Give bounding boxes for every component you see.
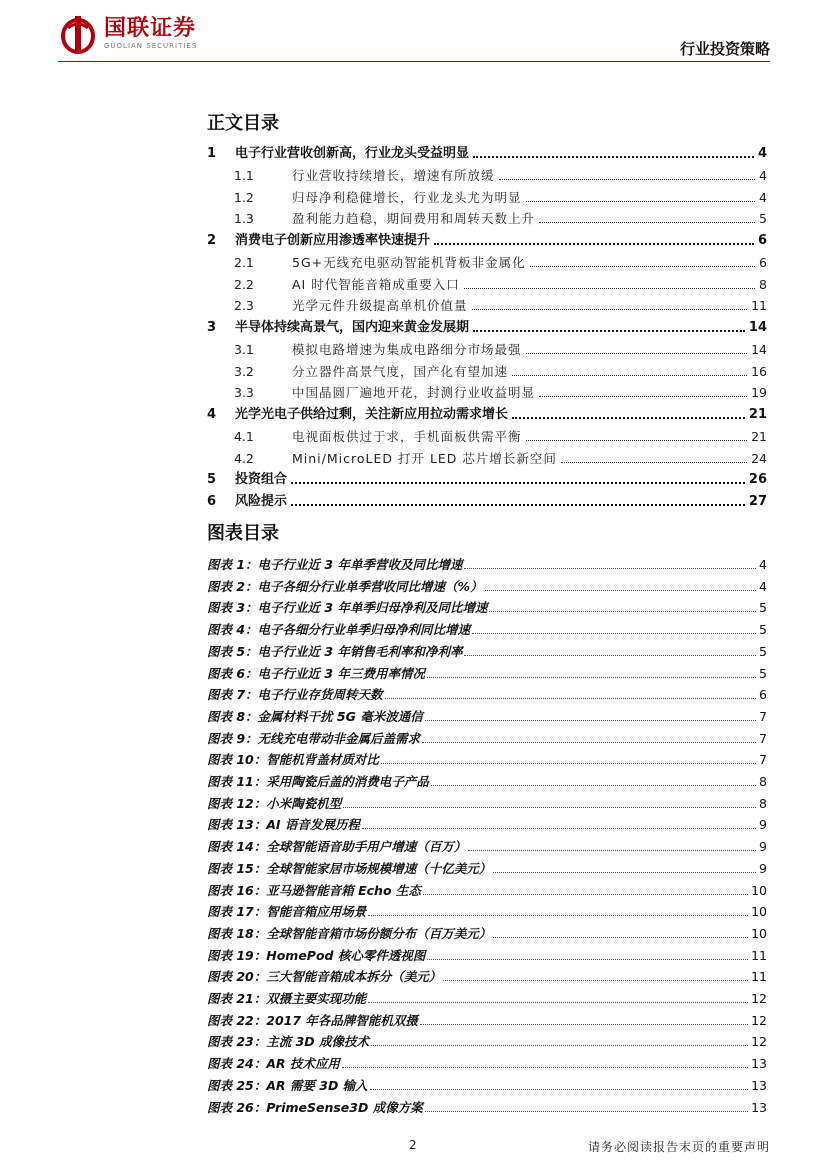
figure-dot-leader	[423, 893, 748, 895]
document-type: 行业投资策略	[679, 40, 770, 58]
toc-entry-number: 5	[207, 472, 217, 488]
toc-entry[interactable]	[207, 403, 767, 423]
figure-entry-page: 10	[751, 925, 767, 941]
toc-dot-leader	[539, 395, 747, 397]
figure-entry-page: 11	[751, 969, 767, 985]
figure-dot-leader	[468, 849, 756, 851]
figure-entry-page: 4	[759, 578, 767, 594]
figure-entry[interactable]	[207, 900, 767, 920]
page-number: 2	[409, 1138, 417, 1152]
toc-entry[interactable]	[234, 164, 767, 184]
figure-entry-title: 图表 19：HomePod 核心零件透视图	[207, 947, 426, 963]
toc-dot-leader	[499, 178, 756, 180]
figure-dot-leader	[472, 632, 756, 634]
figure-entry[interactable]	[207, 596, 767, 616]
figure-entry[interactable]	[207, 1074, 767, 1094]
figure-entry-title: 图表 15：全球智能家居市场规模增速（十亿美元）	[207, 860, 492, 876]
toc-entry[interactable]	[207, 142, 767, 162]
figure-entry-title: 图表 25：AR 需要 3D 输入	[207, 1077, 368, 1093]
figure-entry-title: 图表 2：电子各细分行业单季营收同比增速（%）	[207, 578, 483, 594]
toc-entry-number: 2	[207, 233, 217, 248]
toc-dot-leader	[473, 155, 754, 158]
figure-dot-leader	[385, 697, 756, 699]
figure-dot-leader	[362, 827, 756, 829]
figure-entry[interactable]	[207, 944, 767, 964]
figure-entry-title: 图表 23：主流 3D 成像技术	[207, 1034, 370, 1050]
toc-entry-title: 半导体持续高景气，国内迎来黄金发展期	[235, 320, 470, 335]
figure-entry-page: 13	[751, 1056, 767, 1072]
figure-dot-leader	[425, 719, 756, 721]
toc-dot-leader	[512, 374, 747, 376]
figure-entry-page: 5	[759, 600, 767, 616]
toc-entry-number: 2.3	[234, 298, 254, 314]
figure-entry[interactable]	[207, 792, 767, 812]
toc-title: 正文目录	[207, 113, 279, 134]
figure-entry[interactable]	[207, 1009, 767, 1029]
toc-entry-number: 6	[207, 494, 217, 509]
figure-entry-page: 5	[759, 665, 767, 681]
figure-entry-page: 4	[759, 557, 767, 572]
toc-entry-page: 19	[751, 385, 767, 401]
figure-entry[interactable]	[207, 1052, 767, 1072]
toc-entry-title: 消费电子创新应用渗透率快速提升	[235, 233, 431, 248]
toc-entry[interactable]	[234, 251, 767, 271]
figure-entry-title: 图表 10：智能机背盖材质对比	[207, 752, 379, 768]
figure-entry-title: 图表 9：无线充电带动非金属后盖需求	[207, 730, 421, 746]
figure-entry-title: 图表 20：三大智能音箱成本拆分（美元）	[207, 969, 442, 985]
toc-entry-page: 24	[751, 450, 767, 466]
figure-dot-leader	[420, 1023, 748, 1025]
toc-entry-title: 行业营收持续增长，增速有所放缓	[292, 167, 495, 183]
toc-entry-title: 盈利能力趋稳，期间费用和周转天数上升	[292, 211, 536, 227]
figure-entry[interactable]	[207, 640, 767, 660]
figure-entry[interactable]	[207, 835, 767, 855]
toc-dot-leader	[473, 329, 745, 332]
toc-entry-number: 4.2	[234, 450, 254, 466]
toc-dot-leader	[464, 287, 755, 289]
toc-entry-page: 16	[751, 363, 767, 379]
figure-entry-title: 图表 7：电子行业存货周转天数	[207, 687, 383, 703]
toc-entry-title: 归母净利稳健增长，行业龙头尤为明显	[292, 189, 522, 205]
figure-entry-page: 8	[759, 795, 767, 811]
toc-dot-leader	[539, 221, 755, 223]
toc-entry[interactable]	[234, 207, 767, 227]
toc-entry-title: AI 时代智能音箱成重要入口	[292, 276, 460, 292]
toc-entry-page: 21	[751, 428, 767, 444]
figure-entry[interactable]	[207, 662, 767, 682]
toc-dot-leader	[434, 242, 754, 245]
toc-entry-title: 投资组合	[235, 472, 288, 488]
toc-entry[interactable]	[207, 468, 767, 488]
figure-dot-leader	[464, 567, 756, 569]
figure-entry-title: 图表 12：小米陶瓷机型	[207, 795, 342, 811]
toc-entry[interactable]	[234, 360, 767, 380]
toc-entry-number: 3	[207, 320, 217, 335]
figure-entry-page: 13	[751, 1077, 767, 1093]
toc-entry-title: 中国晶圆厂遍地开花，封测行业收益明显	[292, 385, 536, 401]
figure-entry[interactable]	[207, 813, 767, 833]
figure-entry-title: 图表 14：全球智能语音助手用户增速（百万）	[207, 839, 467, 855]
toc-dot-leader	[512, 416, 745, 419]
figure-entry-title: 图表 11：采用陶瓷后盖的消费电子产品	[207, 774, 429, 789]
figure-entry-page: 13	[751, 1099, 767, 1115]
toc-entry-number: 2.1	[234, 254, 254, 270]
toc-entry[interactable]	[234, 186, 767, 206]
toc-entry-title: 光学光电子供给过剩，关注新应用拉动需求增长	[235, 407, 509, 422]
figure-entry[interactable]	[207, 857, 767, 877]
toc-dot-leader	[530, 265, 755, 267]
figure-entry[interactable]	[207, 575, 767, 595]
company-logo	[58, 14, 197, 54]
figure-dot-leader	[443, 979, 748, 981]
figure-entry[interactable]	[207, 1030, 767, 1050]
toc-entry-page: 21	[748, 407, 767, 422]
figure-entry-page: 12	[751, 1012, 767, 1028]
figure-dot-leader	[343, 806, 756, 808]
guolian-logo-icon	[58, 14, 98, 54]
figure-entry-page: 6	[759, 687, 767, 703]
toc-entry-page: 11	[751, 298, 767, 314]
figure-entry-title: 图表 3：电子行业近 3 年单季归母净利及同比增速	[207, 600, 488, 616]
toc-dot-leader	[526, 352, 748, 354]
figure-entry-page: 7	[759, 752, 767, 768]
figure-dot-leader	[427, 676, 756, 678]
toc-entry-number: 1.3	[234, 211, 254, 227]
toc-entry-title: 电子行业营收创新高，行业龙头受益明显	[235, 146, 470, 161]
figure-entry[interactable]	[207, 987, 767, 1007]
figure-dot-leader	[464, 654, 756, 656]
figure-entry-page: 7	[759, 730, 767, 746]
toc-entry-number: 3.3	[234, 385, 254, 401]
figure-entry[interactable]	[207, 553, 767, 573]
toc-entry[interactable]	[207, 490, 767, 510]
figure-entry[interactable]	[207, 705, 767, 725]
toc-dot-leader	[472, 308, 748, 310]
figure-dot-leader	[342, 1066, 748, 1068]
toc-entry[interactable]	[207, 316, 767, 336]
toc-entry-title: 风险提示	[235, 494, 288, 509]
figure-dot-leader	[425, 1110, 748, 1112]
figure-dot-leader	[485, 589, 756, 591]
figure-entry-title: 图表 6：电子行业近 3 年三费用率情况	[207, 665, 425, 681]
figure-dot-leader	[381, 762, 756, 764]
toc-entry-title: 5G+无线充电驱动智能机背板非金属化	[292, 254, 526, 270]
toc-entry-title: Mini/MicroLED 打开 LED 芯片增长新空间	[292, 450, 557, 466]
figure-entry[interactable]	[207, 879, 767, 899]
toc-entry-page: 4	[759, 189, 767, 205]
figure-dot-leader	[368, 914, 748, 916]
toc-entry[interactable]	[234, 381, 767, 401]
figure-entry-title: 图表 26：PrimeSense3D 成像方案	[207, 1099, 423, 1115]
figure-entry-page: 9	[759, 860, 767, 876]
figure-entry[interactable]	[207, 748, 767, 768]
figure-entry-title: 图表 4：电子各细分行业单季归母净利同比增速	[207, 622, 471, 638]
figure-entry[interactable]	[207, 727, 767, 747]
toc-dot-leader	[291, 503, 745, 506]
toc-entry-page: 8	[759, 276, 767, 292]
figure-entry-title: 图表 5：电子行业近 3 年销售毛利率和净利率	[207, 643, 463, 659]
figure-entry[interactable]	[207, 965, 767, 985]
toc-entry-page: 26	[748, 472, 767, 488]
figure-dot-leader	[422, 741, 756, 743]
figure-entry-page: 5	[759, 643, 767, 659]
figure-entry-page: 9	[759, 839, 767, 855]
figure-entry-title: 图表 18：全球智能音箱市场份额分布（百万美元）	[207, 925, 492, 941]
figure-entry-title: 图表 16：亚马逊智能音箱 Echo 生态	[207, 882, 421, 898]
footer-disclaimer: 请务必阅读报告末页的重要声明	[587, 1140, 770, 1154]
figure-entry-title: 图表 22：2017 年各品牌智能机双摄	[207, 1012, 418, 1028]
figure-dot-leader	[489, 610, 756, 612]
toc-entry-title: 光学元件升级提高单机价值量	[292, 298, 468, 314]
figure-entry-title: 图表 24：AR 技术应用	[207, 1056, 340, 1072]
toc-dot-leader	[526, 439, 748, 441]
toc-entry[interactable]	[234, 273, 767, 293]
figure-entry[interactable]	[207, 1096, 767, 1116]
toc-entry-title: 电视面板供过于求，手机面板供需平衡	[292, 428, 522, 444]
toc-entry[interactable]	[234, 425, 767, 445]
figure-entry-title: 图表 21：双摄主要实现功能	[207, 991, 367, 1006]
toc-entry-number: 1	[207, 146, 217, 161]
toc-entry-page: 14	[751, 341, 767, 357]
figure-dot-leader	[371, 1044, 748, 1046]
toc-entry-title: 分立器件高景气度，国产化有望加速	[292, 363, 509, 379]
figure-entry-page: 9	[759, 817, 767, 833]
toc-entry-number: 4.1	[234, 428, 254, 444]
figure-dot-leader	[493, 936, 748, 938]
toc-entry-number: 1.1	[234, 167, 254, 183]
figure-dot-leader	[431, 784, 756, 786]
figure-entry[interactable]	[207, 683, 767, 703]
figure-entry-page: 10	[751, 904, 767, 920]
figure-dot-leader	[427, 958, 748, 960]
figure-entry[interactable]	[207, 770, 767, 790]
figure-dot-leader	[368, 1001, 748, 1003]
figure-entry-page: 12	[751, 1034, 767, 1050]
header-divider	[58, 61, 770, 62]
figures-title: 图表目录	[207, 523, 279, 544]
toc-entry-page: 14	[748, 320, 767, 335]
toc-entry-number: 3.1	[234, 341, 254, 357]
figure-entry-page: 5	[759, 622, 767, 638]
figure-entry-title: 图表 8：金属材料干扰 5G 毫米波通信	[207, 708, 423, 724]
toc-dot-leader	[561, 461, 747, 463]
figure-entry-page: 11	[751, 947, 767, 963]
toc-entry-number: 3.2	[234, 363, 254, 379]
toc-entry-page: 4	[759, 167, 767, 183]
figure-entry[interactable]	[207, 922, 767, 942]
toc-entry[interactable]	[234, 338, 767, 358]
toc-entry-page: 6	[757, 233, 767, 248]
toc-entry-page: 4	[757, 146, 767, 161]
toc-entry[interactable]	[234, 294, 767, 314]
page-header	[0, 0, 827, 70]
figure-entry-page: 12	[751, 991, 767, 1006]
toc-dot-leader	[291, 481, 745, 484]
toc-entry[interactable]	[207, 229, 767, 249]
toc-entry-number: 2.2	[234, 276, 254, 292]
figure-entry[interactable]	[207, 618, 767, 638]
figure-dot-leader	[493, 871, 756, 873]
figure-entry-title: 图表 13：AI 语音发展历程	[207, 817, 360, 833]
figure-entry-title: 图表 1：电子行业近 3 年单季营收及同比增速	[207, 557, 463, 572]
toc-entry-number: 1.2	[234, 189, 254, 205]
toc-dot-leader	[526, 200, 756, 202]
toc-entry-page: 6	[759, 254, 767, 270]
toc-entry[interactable]	[234, 447, 767, 467]
toc-entry-number: 4	[207, 407, 217, 422]
figure-entry-page: 10	[751, 882, 767, 898]
toc-entry-page: 5	[759, 211, 767, 227]
figure-dot-leader	[370, 1088, 748, 1090]
figure-entry-title: 图表 17：智能音箱应用场景	[207, 904, 367, 920]
figure-entry-page: 7	[759, 708, 767, 724]
logo-english-name: GUOLIAN SECURITIES	[104, 42, 198, 50]
logo-chinese-name: 国联证券	[104, 16, 197, 41]
toc-entry-page: 27	[748, 494, 767, 509]
toc-entry-title: 模拟电路增速为集成电路细分市场最强	[292, 341, 522, 357]
figure-entry-page: 8	[759, 774, 767, 789]
